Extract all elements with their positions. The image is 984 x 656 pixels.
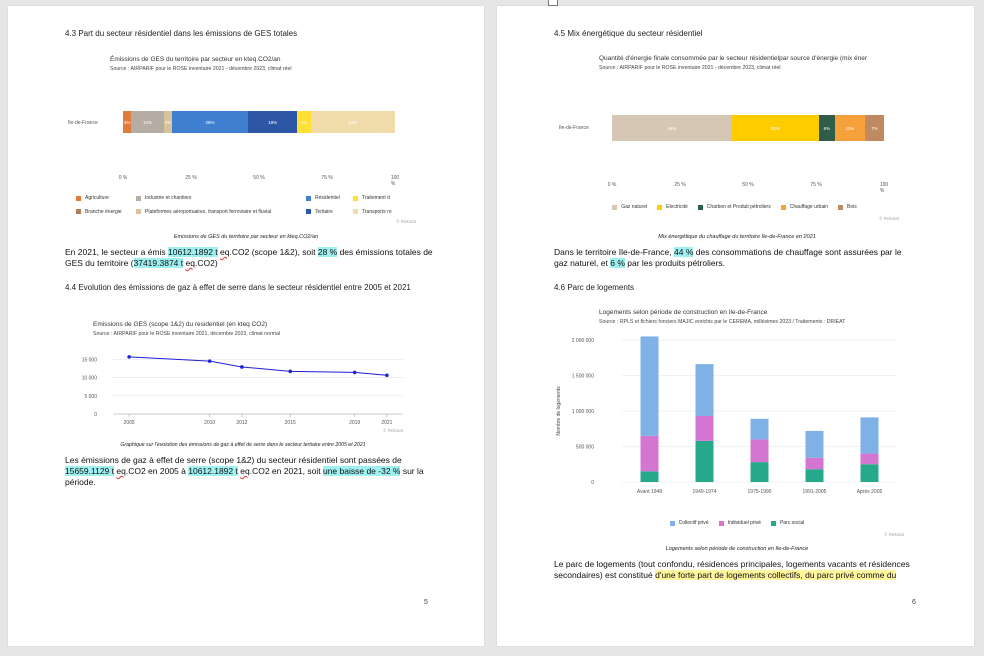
spellcheck-word: eq	[240, 466, 250, 476]
legend-swatch	[353, 209, 358, 214]
y-tick-label: 0	[591, 480, 594, 486]
bar-parc-social[interactable]	[696, 441, 714, 482]
chart-category-label: Ile-de-France	[68, 120, 98, 126]
legend-swatch	[657, 205, 662, 210]
x-tick-label: 2010	[204, 420, 216, 426]
legend-label: Plateformes aéroportuaires, transport ferroviaire et fluvial	[145, 208, 272, 215]
text: des consommations de chauffage sont assurées par le gaz naturel, et	[554, 247, 902, 268]
y-tick-label: 10 000	[81, 375, 97, 382]
y-tick-label: 0	[94, 412, 97, 418]
legend-label: Transports ro	[362, 208, 392, 215]
x-tick-label: 50 %	[253, 175, 265, 181]
paragraph-emissions-evolution	[65, 455, 433, 488]
highlight-value: 44 %	[674, 247, 694, 257]
chart-credit: © Rekstat	[884, 532, 904, 537]
y-tick-label: 1 500 000	[571, 373, 594, 380]
legend-item-bois[interactable]	[838, 202, 857, 212]
text: sur la période.	[65, 466, 424, 487]
bar-individuel-prive[interactable]	[751, 439, 769, 462]
page-number: 5	[424, 599, 428, 606]
bar-segment-bois: 7%	[865, 115, 884, 141]
y-tick-label: 15 000	[81, 357, 97, 364]
chart-subtitle: Source : AIRPARIF pour le ROSE inventaire 2021 - décembre 2023, climat réel	[110, 66, 292, 72]
text: .CO2)	[194, 258, 218, 268]
chart-title: Logements selon période de construction en Ile-de-France	[599, 309, 768, 316]
chart-legend	[552, 202, 917, 212]
legend-item-individuel-prive[interactable]	[719, 518, 761, 528]
x-tick-label: 1949-1974	[692, 489, 717, 495]
legend-item-parc-social[interactable]	[771, 518, 804, 528]
legend-swatch	[136, 196, 141, 201]
legend-label: Charbon et Produit pétroliers	[706, 204, 771, 210]
x-tick-label: 2005	[123, 420, 135, 426]
legend-item-collectif-prive[interactable]	[670, 518, 709, 528]
bar-parc-social[interactable]	[751, 462, 769, 482]
spellcheck-word: eq	[220, 247, 230, 257]
x-tick-label: 2012	[236, 420, 248, 426]
bar-segment-electricite: 32%	[732, 115, 819, 141]
legend-swatch	[838, 205, 843, 210]
bar-segment-chauffage-urbain: 11%	[835, 115, 865, 141]
series-line	[129, 357, 387, 375]
highlight-text: d'une forte part de logements collectifs, du parc privé comme du	[655, 570, 897, 580]
highlight-value: 15659.1129 t	[65, 466, 114, 476]
bar-collectif-prive[interactable]	[806, 431, 824, 458]
chart-title: Émissions de GES du territoire par secteur en kteq.CO2/an	[110, 56, 281, 63]
bar-segment-industrie-et-chantiers: 12%	[131, 111, 164, 133]
legend-label: Collectif privé	[678, 520, 709, 526]
bar-segment-residentiel: 28%	[172, 111, 248, 133]
stacked-bar	[612, 115, 884, 141]
legend-item-transports-ro[interactable]	[353, 207, 416, 218]
chart-subtitle: Source : AIRPARIF pour le ROSE inventaire 2021 - décembre 2023, climat réel	[599, 65, 781, 71]
bar-collectif-prive[interactable]	[861, 417, 879, 453]
x-tick-label: 75 %	[810, 182, 822, 188]
bar-segment-transports-ro: 31%	[311, 111, 395, 133]
chart-housing-by-period	[552, 306, 922, 538]
bar-individuel-prive[interactable]	[861, 454, 879, 465]
bar-parc-social[interactable]	[641, 471, 659, 482]
highlight-value: 6 %	[610, 258, 625, 268]
section-title-4-3: 4.3 Part du secteur résidentiel dans les émissions de GES totales	[65, 29, 298, 38]
bar-collectif-prive[interactable]	[641, 336, 659, 435]
text: Le parc de logements (tout confondu, résidences principales, logements vacants et résidences secondaires) est constitué	[554, 559, 910, 580]
legend-label: Traitement d	[362, 195, 390, 202]
legend-swatch	[76, 196, 81, 201]
legend-label: Individuel privé	[727, 520, 761, 526]
highlight-value: 10612.1892 t	[168, 247, 218, 257]
legend-swatch	[306, 209, 311, 214]
chart-legend	[552, 518, 922, 528]
document-page-right	[497, 6, 974, 646]
legend-swatch	[781, 205, 786, 210]
legend-label: Gaz naturel	[621, 204, 648, 210]
x-tick-label: 25 %	[185, 175, 197, 181]
text: .CO2 en 2021, soit	[249, 466, 323, 476]
x-tick-label: 25 %	[674, 182, 686, 188]
x-tick-label: 2015	[284, 420, 296, 426]
highlight-value: une baisse de -32 %	[322, 466, 401, 476]
bar-collectif-prive[interactable]	[751, 419, 769, 440]
x-tick-label: 0 %	[118, 175, 128, 181]
chart-title: Quantité d'énergie finale consommée par le secteur résidentielpar source d'énergie (mix éner	[599, 55, 868, 62]
legend-item-branche-energie[interactable]	[76, 207, 136, 218]
bar-individuel-prive[interactable]	[696, 416, 714, 441]
x-tick-label: 1991-2005	[802, 489, 827, 495]
bar-segment-traitement-d: 5%	[297, 111, 311, 133]
legend-item-tertiaire[interactable]	[306, 207, 353, 218]
legend-swatch	[353, 196, 358, 201]
document-page-left	[8, 6, 484, 646]
text: En 2021, le secteur a émis	[65, 247, 169, 257]
chart-credit: © Rekstat	[879, 216, 899, 221]
x-tick-label: 100 %	[879, 182, 889, 194]
spellcheck-word: eq	[185, 258, 195, 268]
bar-segment-agriculture: 3%	[123, 111, 131, 133]
bar-segment-gaz-naturel: 44%	[612, 115, 732, 141]
legend-label: Tertiaire	[315, 208, 333, 215]
x-tick-label: 2021	[381, 420, 393, 426]
data-point[interactable]	[208, 359, 212, 363]
data-point[interactable]	[385, 373, 389, 377]
y-tick-label: 2 000 000	[571, 338, 594, 344]
chart-title: Emissions de GES (scope 1&2) du residentiel (en kteq CO2)	[93, 321, 268, 328]
x-tick-label: Avant 1948	[636, 489, 663, 495]
legend-swatch	[719, 521, 724, 526]
chart-caption: Graphique sur l'évolution des émissions de gaz à effet de serre dans le secteur tertiaire entre 2005 et 2021	[120, 442, 366, 448]
x-tick-label: 1975-1990	[747, 489, 772, 495]
x-tick-label: 75 %	[321, 175, 333, 181]
page-marker	[548, 0, 558, 6]
highlight-value: 10612.1892 t	[188, 466, 238, 476]
legend-item-residentiel[interactable]	[306, 193, 353, 204]
chart-credit: © Rekstat	[396, 219, 416, 224]
highlight-value: 37419.3874 t	[133, 258, 184, 268]
legend-item-gaz-naturel[interactable]	[612, 202, 647, 212]
chart-ges-by-sector	[68, 52, 424, 227]
y-tick-label: 500 000	[575, 444, 594, 451]
y-tick-label: 1 000 000	[571, 409, 594, 415]
paragraph-emissions-2021	[65, 247, 433, 269]
bar-collectif-prive[interactable]	[696, 364, 714, 416]
text: .CO2 en 2005 à	[125, 466, 189, 476]
legend-label: Industrie et chantiers	[145, 195, 192, 202]
bar-parc-social[interactable]	[861, 464, 879, 482]
chart-subtitle: Source : AIRPARIF pour le ROSE inventaire 2021, décembre 2023, climat normal	[93, 331, 281, 337]
section-title-4-5: 4.5 Mix énergétique du secteur résidentiel	[554, 29, 703, 38]
chart-caption: Logements selon période de construction en Ile-de-France	[665, 546, 809, 552]
legend-item-industrie-et-chantiers[interactable]	[136, 193, 306, 204]
legend-item-traitement-d[interactable]	[353, 193, 416, 204]
highlight-value: 28 %	[317, 247, 338, 257]
section-title-4-4: 4.4 Evolution des émissions de gaz à effet de serre dans le secteur résidentiel entre 2005 et 2021	[65, 283, 411, 292]
chart-energy-mix	[552, 52, 917, 227]
x-tick-label: 100 %	[390, 175, 400, 187]
x-axis-ticks	[118, 175, 400, 187]
chart-legend	[76, 193, 416, 217]
chart-caption: Mix énergétique du chauffage du territoire Ile-de-France en 2021	[658, 234, 816, 240]
text: .CO2 (scope 1&2), soit	[229, 247, 318, 257]
section-title-4-6: 4.6 Parc de logements	[554, 283, 635, 292]
y-axis-label: Nombre de logements	[556, 386, 562, 436]
bar-individuel-prive[interactable]	[806, 458, 824, 469]
x-tick-label: 0 %	[607, 182, 617, 188]
chart-credit: © Rekstat	[383, 428, 403, 433]
data-point[interactable]	[353, 371, 357, 375]
legend-swatch	[698, 205, 703, 210]
legend-swatch	[670, 521, 675, 526]
bar-segment-tertiaire: 18%	[248, 111, 297, 133]
legend-item-plateformes-aeroportuaires-transport-ferroviaire-et-fluvial[interactable]	[136, 207, 306, 218]
paragraph-heating-mix	[554, 247, 914, 269]
x-axis-ticks	[607, 182, 889, 194]
legend-label: Parc social	[779, 520, 805, 526]
text: par les produits pétroliers.	[624, 258, 726, 268]
legend-item-electricite[interactable]	[657, 202, 688, 212]
bar-parc-social[interactable]	[806, 469, 824, 482]
text: des émissions totales de GES du territoire (	[65, 247, 433, 268]
data-point[interactable]	[288, 370, 292, 374]
legend-item-charbon-et-produit-petroliers[interactable]	[698, 202, 771, 212]
x-tick-label: 2019	[349, 420, 361, 426]
legend-swatch	[76, 209, 81, 214]
data-point[interactable]	[127, 355, 131, 359]
stacked-bar	[123, 111, 395, 133]
legend-label: Bois	[847, 204, 857, 210]
chart-category-label: Ile-de-France	[559, 125, 589, 131]
page-number: 6	[912, 599, 916, 606]
x-tick-label: 50 %	[742, 182, 754, 188]
bar-individuel-prive[interactable]	[641, 436, 659, 472]
spellcheck-word: eq	[116, 466, 126, 476]
legend-item-agriculture[interactable]	[76, 193, 136, 204]
legend-item-chauffage-urbain[interactable]	[781, 202, 828, 212]
chart-caption: Emissions de GES du territoire par secteur en kteq.CO2/an	[173, 234, 319, 240]
chart-residential-evolution	[68, 318, 413, 438]
text: Dans le territoire Ile-de-France,	[554, 247, 674, 257]
paragraph-housing	[554, 559, 922, 581]
legend-swatch	[306, 196, 311, 201]
legend-swatch	[136, 209, 141, 214]
legend-swatch	[771, 521, 776, 526]
column-chart	[552, 334, 922, 509]
chart-subtitle: Source : RPLS et fichiers fonciers MAJIC enrichis par le CEREMA, millésimes 2023 / Traitements : DRIEAT	[599, 319, 846, 325]
legend-label: Chauffage urbain	[789, 204, 829, 210]
legend-label: Electricité	[666, 204, 688, 210]
bar-segment-plateformes-aeroportuaires-transport-ferroviaire-et-fluvial: 3%	[164, 111, 172, 133]
data-point[interactable]	[240, 365, 244, 369]
legend-label: Agriculture	[85, 195, 109, 202]
line-chart	[68, 340, 413, 432]
bar-segment-charbon-et-produit-petroliers: 6%	[819, 115, 835, 141]
text: Les émissions de gaz à effet de serre (scope 1&2) du secteur résidentiel sont passées de	[65, 455, 402, 465]
x-tick-label: Après 2005	[856, 489, 883, 495]
y-tick-label: 5 000	[84, 393, 97, 400]
legend-label: Résidentiel	[315, 195, 340, 202]
legend-label: Branche énergie	[85, 208, 122, 215]
legend-swatch	[612, 205, 617, 210]
